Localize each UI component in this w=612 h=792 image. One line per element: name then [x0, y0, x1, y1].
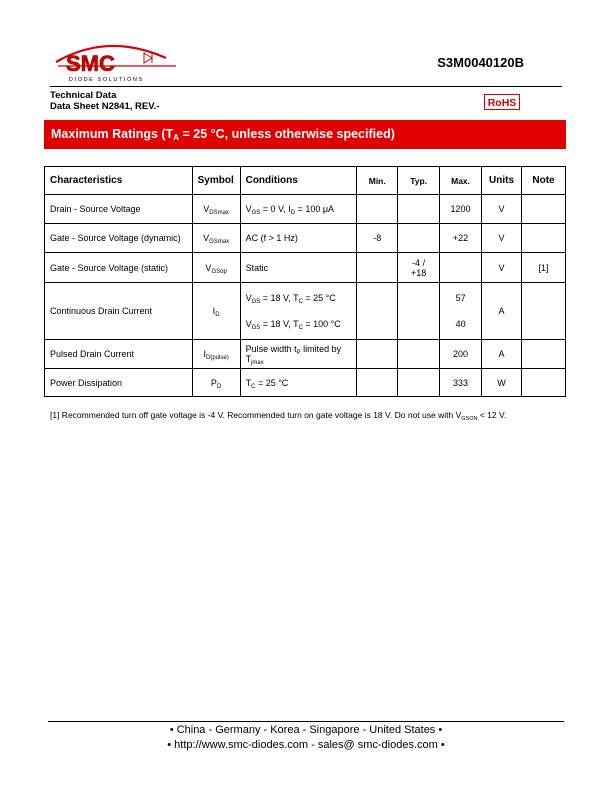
- cell-conditions: $T_C = 25$ °C: [240, 369, 357, 397]
- cell-max: 57 40: [440, 283, 482, 340]
- cell-typ: [398, 195, 440, 224]
- datasheet-id: Data Sheet N2841, REV.-: [50, 101, 160, 112]
- cell-units: V: [482, 253, 522, 283]
- cell-note: [1]: [522, 253, 566, 283]
- cell-min: [357, 283, 398, 340]
- header-conditions: Conditions: [240, 167, 357, 195]
- cell-typ: [398, 369, 440, 397]
- cell-typ: [398, 283, 440, 340]
- cell-max: +22: [440, 224, 482, 253]
- cell-note: [522, 195, 566, 224]
- header-note: Note: [522, 167, 566, 195]
- cell-max: 1200: [440, 195, 482, 224]
- cell-characteristic: Power Dissipation: [45, 369, 193, 397]
- cell-characteristic: Gate - Source Voltage (dynamic): [45, 224, 193, 253]
- cell-note: [522, 340, 566, 369]
- footer-contact: • http://www.smc-diodes.com - sales@ smc-diodes.com •: [167, 739, 445, 751]
- section-banner: [44, 120, 566, 149]
- header-max: Max.: [440, 167, 482, 195]
- cell-characteristic: Drain - Source Voltage: [45, 195, 193, 224]
- cell-conditions: AC (f > 1 Hz): [240, 224, 357, 253]
- cell-conditions: $V_{GS} = 0$ V, $I_D = 100$ μA: [240, 195, 357, 224]
- cell-max: 333: [440, 369, 482, 397]
- header-characteristics: Characteristics: [45, 167, 193, 195]
- section-title-sub: A: [173, 133, 180, 142]
- cell-conditions: Static: [240, 253, 357, 283]
- logo-subtext: DIODE SOLUTIONS: [69, 77, 144, 83]
- smc-logo-icon: [48, 38, 183, 86]
- table-header-row: [45, 167, 566, 195]
- cell-conditions: Pulse width $t_P$ limited by $T_{jmax}$: [240, 340, 357, 369]
- cell-max: [440, 253, 482, 283]
- logo-text: SMC: [66, 51, 115, 76]
- header-typ: Typ.: [398, 167, 440, 195]
- part-number: S3M0040120B: [437, 55, 524, 70]
- section-title-pre: Maximum Ratings (T: [51, 127, 174, 141]
- header-units: Units: [482, 167, 522, 195]
- cell-min: [357, 195, 398, 224]
- section-title-post: = 25 °C, unless otherwise specified): [179, 127, 395, 141]
- footer-divider: [48, 721, 564, 722]
- cell-units: A: [482, 340, 522, 369]
- table-row: [45, 253, 566, 283]
- cell-units: V: [482, 195, 522, 224]
- cell-symbol: $P_D$: [192, 369, 240, 397]
- cell-note: [522, 369, 566, 397]
- cell-characteristic: Gate - Source Voltage (static): [45, 253, 193, 283]
- header-symbol: Symbol: [192, 167, 240, 195]
- cell-symbol: $V_{GSmax}$: [192, 224, 240, 253]
- cell-max: 200: [440, 340, 482, 369]
- cell-typ: -4 / +18: [398, 253, 440, 283]
- table-row: [45, 340, 566, 369]
- cell-note: [522, 283, 566, 340]
- cell-min: -8: [357, 224, 398, 253]
- cell-typ: [398, 224, 440, 253]
- cell-symbol: $I_D$: [192, 283, 240, 340]
- cell-conditions: $V_{GS} = 18$ V, $T_C = 25$ °C $V_{GS} = 18$ V, $T_C = 100$ °C: [240, 283, 357, 340]
- cell-units: A: [482, 283, 522, 340]
- ratings-table: [44, 166, 566, 397]
- table-row: [45, 369, 566, 397]
- doc-type: Technical Data: [50, 90, 117, 101]
- cell-min: [357, 253, 398, 283]
- footnote: [1] Recommended turn off gate voltage is -4 V. Recommended turn on gate voltage is 18 V. Do not use with $V_{GSON} < 12$ V.: [50, 410, 507, 422]
- header-min: Min.: [357, 167, 398, 195]
- table-row: [45, 283, 566, 340]
- cell-min: [357, 369, 398, 397]
- table-row: [45, 195, 566, 224]
- cell-characteristic: Continuous Drain Current: [45, 283, 193, 340]
- cell-characteristic: Pulsed Drain Current: [45, 340, 193, 369]
- rohs-badge: RoHS: [484, 94, 520, 110]
- header-divider: [50, 86, 562, 87]
- table-row: [45, 224, 566, 253]
- cell-symbol: $V_{GSop}$: [192, 253, 240, 283]
- cell-min: [357, 340, 398, 369]
- cell-typ: [398, 340, 440, 369]
- cell-units: W: [482, 369, 522, 397]
- cell-note: [522, 224, 566, 253]
- cell-symbol: $I_{D(pulse)}$: [192, 340, 240, 369]
- cell-symbol: $V_{DSmax}$: [192, 195, 240, 224]
- cell-units: V: [482, 224, 522, 253]
- footer-locations: • China - Germany - Korea - Singapore - United States •: [169, 724, 443, 736]
- technical-data-block: [50, 90, 159, 112]
